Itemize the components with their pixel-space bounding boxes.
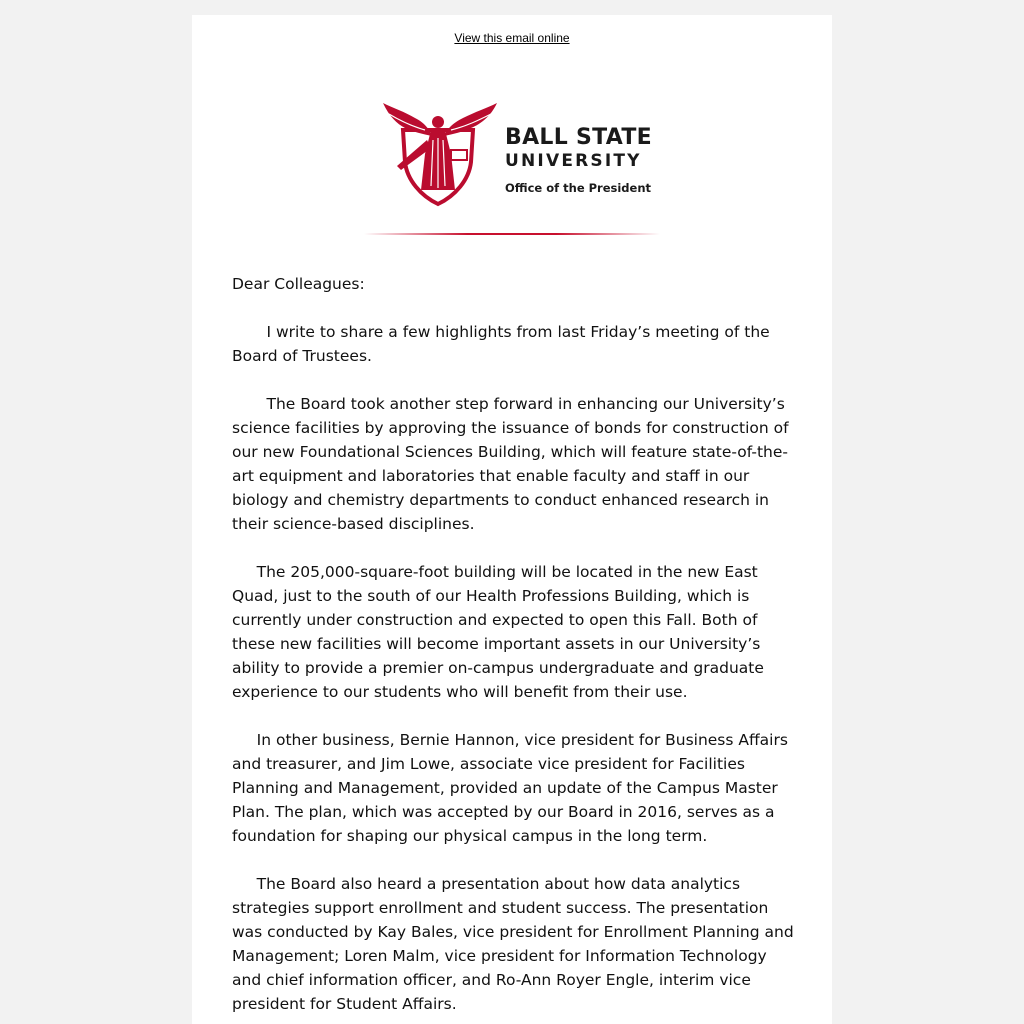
paragraph-4: In other business, Bernie Hannon, vice president for Business Affairs and treasurer, and Jim Lowe, associate vice president for Facilities Planning and Management, provided an update of the Campus Master Plan. The plan, which was accepted by our Board in 2016, serves as a foundation for shaping our physical campus in the long term. — [232, 731, 793, 845]
email-body — [192, 15, 832, 1024]
logo-university-name: BALL STATE — [505, 125, 652, 150]
header-divider — [364, 233, 660, 235]
view-online-link[interactable]: View this email online — [454, 31, 570, 45]
paragraph-3: The 205,000-square-foot building will be located in the new East Quad, just to the south of our Health Professions Building, which is currently under construction and expected to open this Fall. Both of these new facilities will become important assets in our University’s ability to provide a premier on-campus undergraduate and graduate experience to our students who will benefit from their use. — [232, 563, 769, 701]
university-logo — [375, 100, 655, 210]
logo-wordmark — [505, 126, 652, 195]
logo-university-word: UNIVERSITY — [505, 151, 642, 171]
cardinal-shield-icon — [375, 100, 501, 210]
paragraph-5: The Board also heard a presentation about how data analytics strategies support enrollment and student success. The presentation was conducted by Kay Bales, vice president for Enrollment Planning and Management; Loren Malm, vice president for Information Technology and chief information officer, and Ro-Ann Royer Engle, interim vice president for Student Affairs. — [232, 875, 799, 1013]
paragraph-1: I write to share a few highlights from last Friday’s meeting of the Board of Trustees. — [232, 323, 775, 365]
paragraph-2: The Board took another step forward in enhancing our University’s science facilities by approving the issuance of bonds for construction of our new Foundational Sciences Building, which will feature state-of-the-art equipment and laboratories that enable faculty and staff in our biology and chemistry departments to conduct enhanced research in their science-based disciplines. — [232, 395, 794, 533]
salutation: Dear Colleagues: — [232, 275, 365, 293]
letter-content — [232, 272, 799, 1024]
logo-office-name: Office of the President — [505, 181, 652, 195]
